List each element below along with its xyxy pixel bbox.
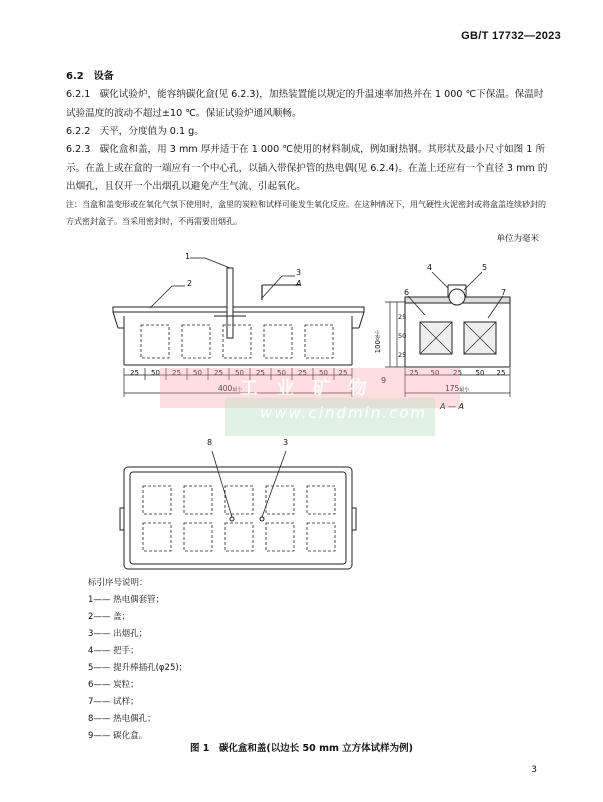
dim-label: 50 xyxy=(235,369,244,377)
section-callout-7: 7 xyxy=(501,288,507,297)
legend-item: 6—— 炭粒； xyxy=(88,680,139,690)
dim-label: 50 xyxy=(193,369,202,377)
dim-label: 50 xyxy=(277,369,286,377)
section-vdims xyxy=(398,308,406,365)
plan-view xyxy=(120,451,356,569)
hdim-label: 25 xyxy=(453,369,462,377)
dim-label: 25 xyxy=(214,369,223,377)
section-height-dim: 100最小 xyxy=(374,330,382,354)
note: 注：当盒和盖变形或在氧化气氛下使用时，盒里的炭粒和试样可能发生氧化反应。在这种情况下，用气硬性火泥密封或将盒盖连续砂封的方式密封盒子。当采用密封时，不再需要出烟孔。 xyxy=(66,200,546,226)
legend-item: 5—— 提升棒插孔(φ25)； xyxy=(88,663,188,673)
legend xyxy=(88,575,187,745)
section-callout-9: 9 xyxy=(381,376,387,385)
hdim-label: 25 xyxy=(409,369,419,377)
section-caption: A — A xyxy=(440,402,465,411)
front-view-callout-3: 3 xyxy=(296,268,302,277)
plan-callout-3: 3 xyxy=(283,438,289,447)
section-callout-5: 5 xyxy=(482,263,488,272)
figure-caption: 图 1 碳化盒和盖(以边长 50 mm 立方体试样为例) xyxy=(189,743,414,754)
clause-text: 碳化试验炉，能容纳碳化盒(见 6.2.3)，加热装置能以规定的升温速率加热并在 1 000 ℃下保温。保温时试验温度的波动不超过±10 ℃。保证试验炉通风顺畅。 xyxy=(66,89,544,119)
section-marker-a: A xyxy=(296,279,302,288)
dim-label: 50 xyxy=(151,369,160,377)
min-suffix: 最小 xyxy=(232,387,243,393)
legend-item: 4—— 把手； xyxy=(88,646,139,656)
hdim-label: 25 xyxy=(496,369,506,377)
section-number: 6.2 xyxy=(66,71,84,82)
clause-number: 6.2.1 xyxy=(66,89,91,100)
legend-item: 9—— 碳化盒。 xyxy=(88,731,148,741)
dim-label: 25 xyxy=(338,369,348,377)
unit-label: 单位为毫米 xyxy=(496,234,539,244)
vdim-label: 50 xyxy=(398,332,407,340)
legend-title: 标引序号说明： xyxy=(88,578,148,588)
hdim-label: 50 xyxy=(475,369,485,377)
legend-item: 8—— 热电偶孔； xyxy=(88,714,156,724)
dim-label: 50 xyxy=(319,369,328,377)
legend-item: 2—— 盖； xyxy=(88,612,131,622)
hdim-label: 50 xyxy=(430,369,440,377)
page-number: 3 xyxy=(531,765,537,775)
standard-number: GB/T 17732—2023 xyxy=(461,30,561,42)
clause-text: 天平，分度值为 0.1 g。 xyxy=(99,126,204,137)
section-width-dim: 175最小 xyxy=(445,384,470,393)
section-callout-6: 6 xyxy=(404,288,410,297)
legend-item: 7—— 试样； xyxy=(88,697,139,707)
legend-item: 1—— 热电偶套管； xyxy=(88,595,165,605)
section-callout-4: 4 xyxy=(427,263,433,272)
clause-text: 碳化盒和盖，用 3 mm 厚并适于在 1 000 ℃使用的材料制成，例如耐热钢。其形状及最小尺寸如图 1 所示。在盖上或在盒的一端应有一个中心孔，以插入带保护管的热电偶(见 6.2.4)。在盖上还应有一个直径 3 mm 的出烟孔，且仅开一个出烟孔以避免产生气流、引起氧化。 xyxy=(66,144,548,192)
dim-label: 25 xyxy=(130,369,139,377)
watermark-url: www.cindmin.com xyxy=(260,404,428,422)
plan-callout-8: 8 xyxy=(207,438,213,447)
front-view-callout-1: 1 xyxy=(185,252,191,261)
vdim-label: 25 xyxy=(398,313,407,321)
front-view-callout-2: 2 xyxy=(187,279,193,288)
clause-number: 6.2.3 xyxy=(66,144,91,155)
watermark-text: 工 业 矿 物 xyxy=(240,378,373,399)
section-title: 设备 xyxy=(93,71,114,82)
clause-number: 6.2.2 xyxy=(66,126,91,137)
dim-label: 25 xyxy=(256,369,265,377)
legend-item: 3—— 出烟孔； xyxy=(88,629,148,639)
dim-label: 25 xyxy=(298,369,307,377)
vdim-label: 25 xyxy=(398,351,407,359)
dim-label: 25 xyxy=(172,369,181,377)
overall-length: 400 xyxy=(218,384,233,393)
